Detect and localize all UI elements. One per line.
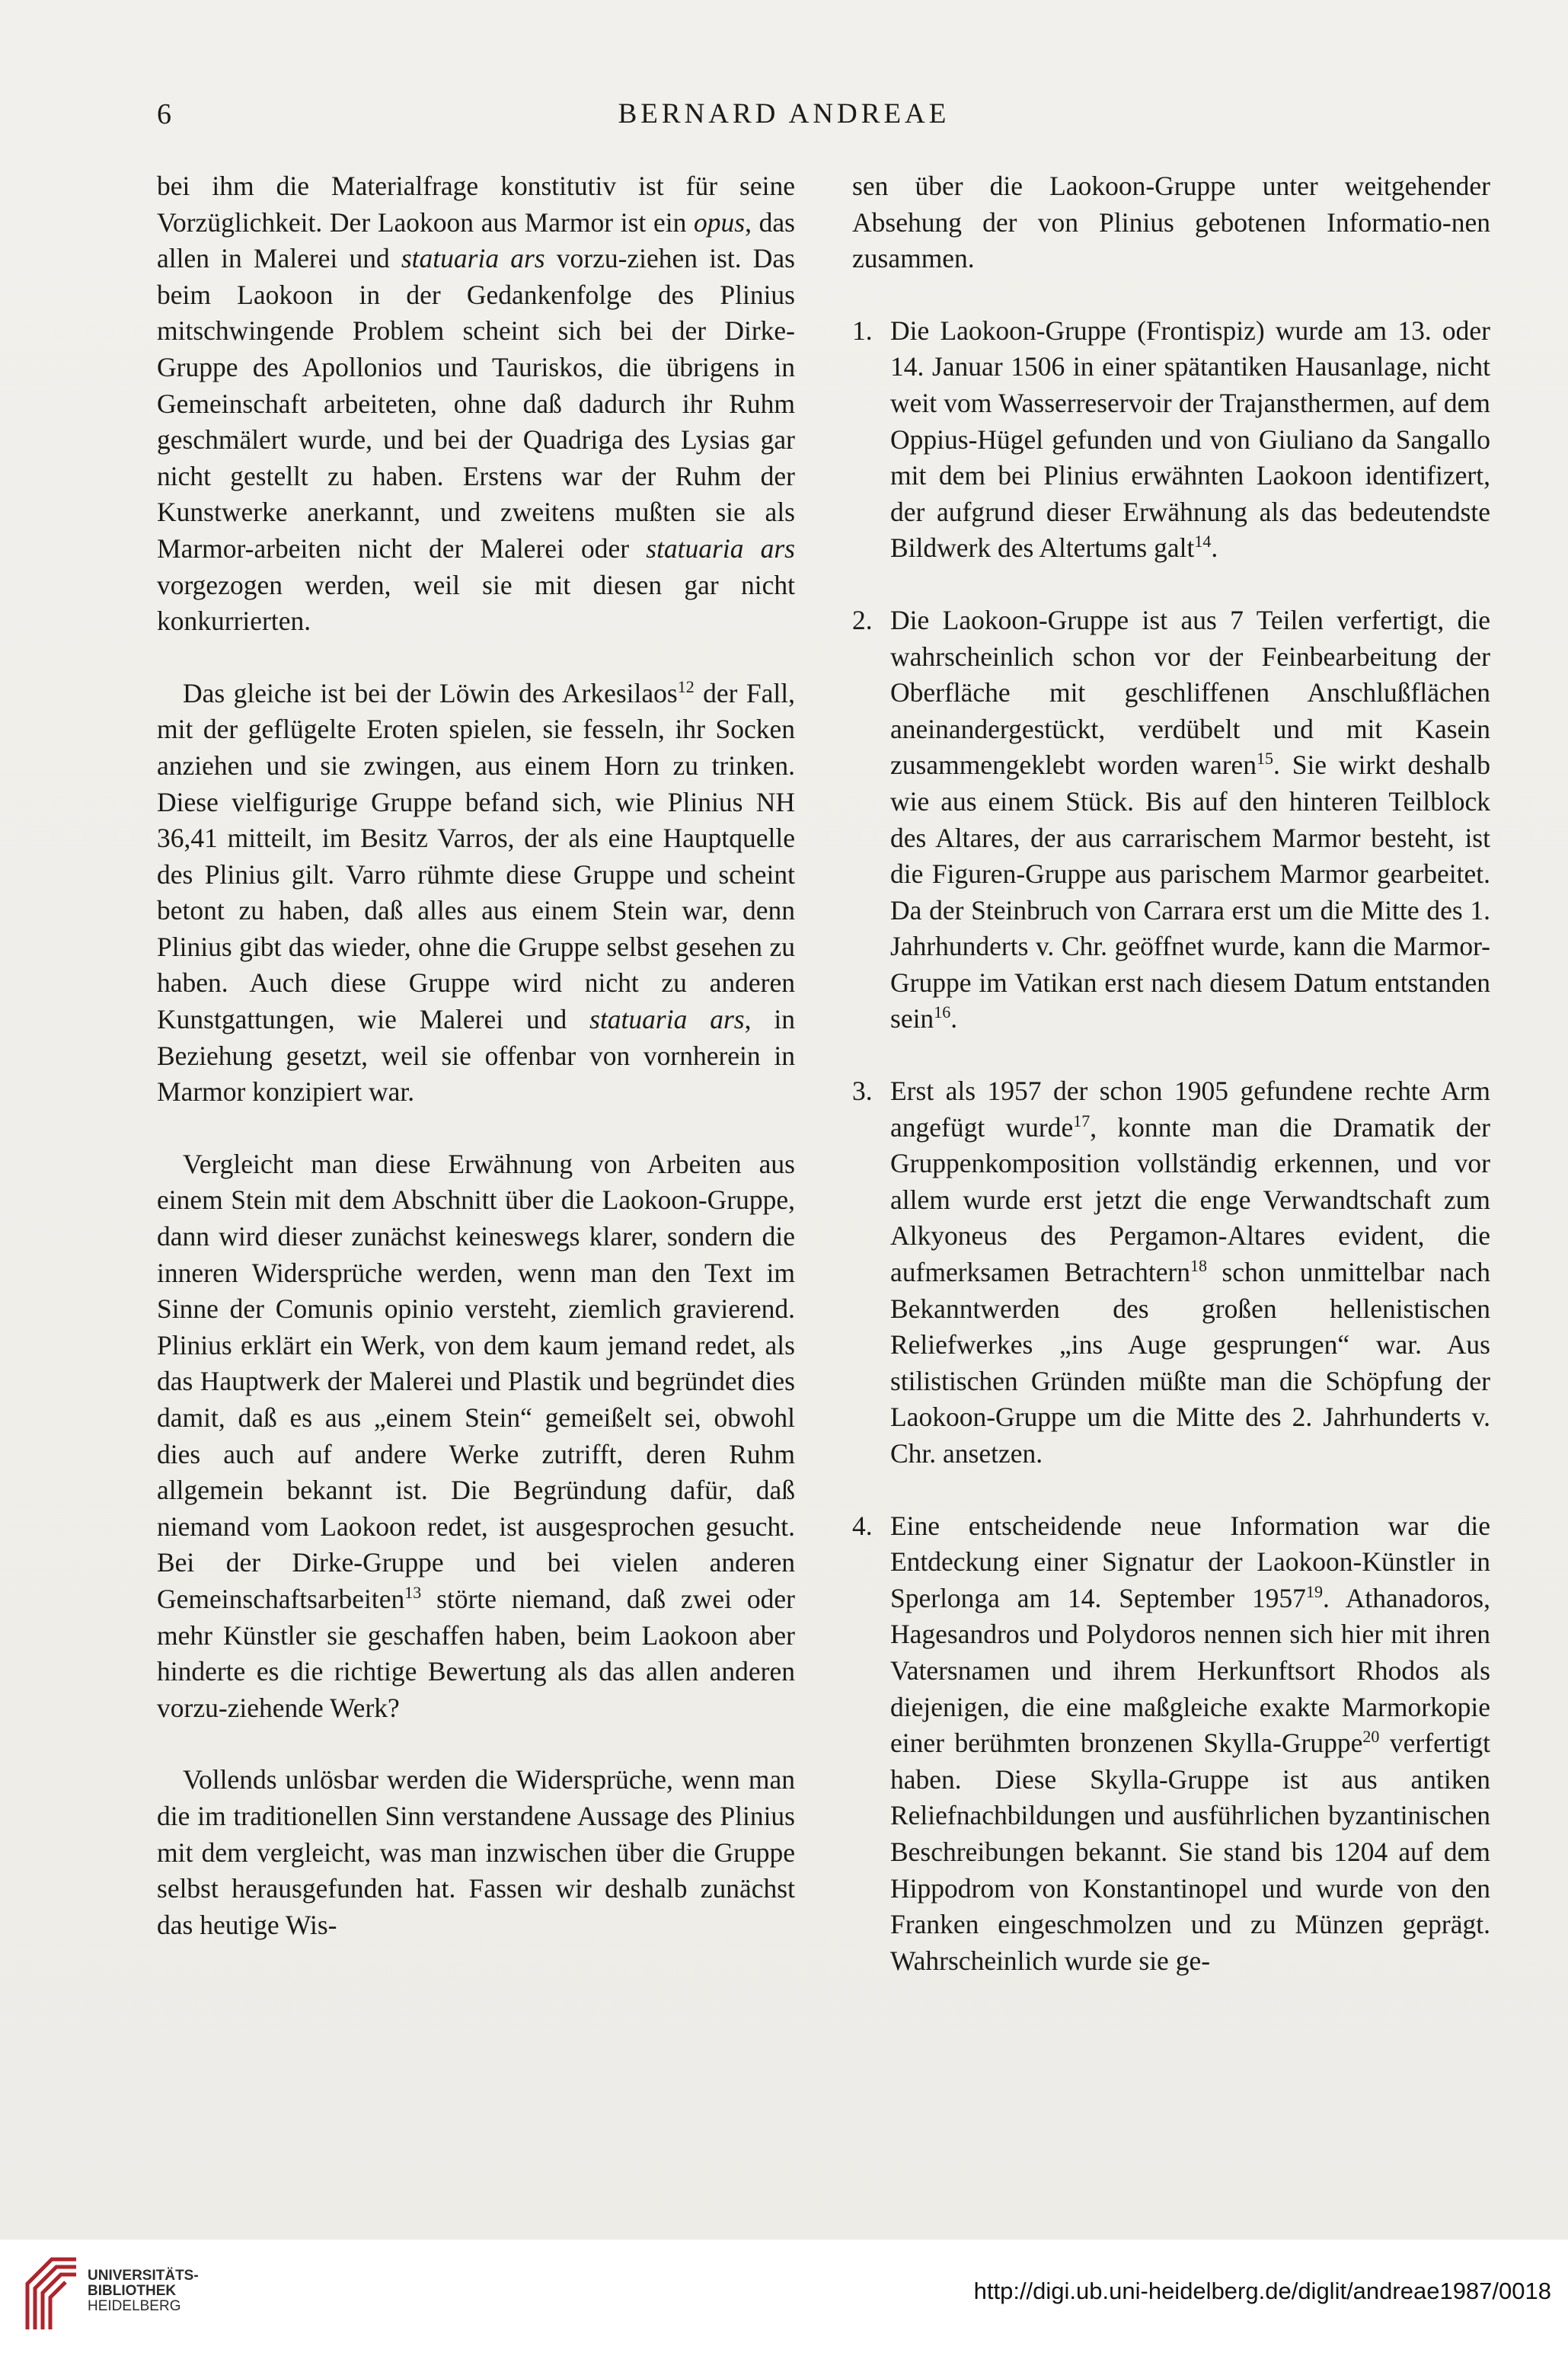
list-item: 4. Eine entscheidende neue Information war die Entdeckung einer Signatur der Laokoon-Künstler in Sperlonga am 14. September 1957$^{19}$. Athanadoros, Hagesandros und Polydoros nennen sich hier mit ihren Vatersnamen und ihrem Herkunftsort Rhodos als diejenigen, die eine maßgleiche exakte Marmorkopie einer berühmten bronzenen Skylla-Gruppe$^{20}$ verfertigt haben. Diese Skylla-Gruppe ist aus antiken Reliefnachbildungen und ausführlichen byzantinischen Beschreibungen bekannt. Sie stand bis 1204 auf dem Hippodrom von Konstantinopel und wurde von den Franken eingeschmolzen und zu Münzen geprägt. Wahrscheinlich wurde sie ge- [852, 1508, 1490, 1980]
footnote-ref[interactable]: 15 [1257, 749, 1274, 769]
footnote-ref[interactable]: 14 [1194, 532, 1212, 551]
footnote-ref[interactable]: 17 [1073, 1111, 1091, 1130]
footnote-ref[interactable]: 19 [1305, 1581, 1323, 1601]
page-number: 6 [157, 98, 172, 130]
item-number: 1. [852, 315, 873, 346]
footnote-ref[interactable]: 18 [1190, 1256, 1208, 1276]
page-header [0, 98, 1568, 143]
item-number: 4. [852, 1510, 873, 1541]
intro-paragraph: sen über die Laokoon-Gruppe unter weitgehender Absehung der von Plinius gebotenen Informatio-nen zusammen. [852, 171, 1490, 274]
item-number: 3. [852, 1076, 873, 1107]
list-item: 2. Die Laokoon-Gruppe ist aus 7 Teilen verfertigt, die wahrscheinlich schon vor der Feinbearbeitung der Oberfläche mit geschliffenen Anschlußflächen aneinandergestückt, verdübelt und mit Kasein zusammengeklebt worden waren$^{15}$. Sie wirkt deshalb wie aus einem Stück. Bis auf den hinteren Teilblock des Altares, der aus carrarischem Marmor besteht, ist die Figuren-Gruppe aus parischem Marmor gearbeitet. Da der Steinbruch von Carrara erst um die Mitte des 1. Jahrhunderts v. Chr. geöffnet wurde, kann die Marmor-Gruppe im Vatikan erst nach diesem Datum entstanden sein$^{16}$. [852, 603, 1490, 1037]
left-column [157, 168, 795, 1943]
footnote-ref[interactable]: 16 [934, 1002, 951, 1022]
paragraph-1: bei ihm die Materialfrage konstitutiv ist für seine Vorzüglichkeit. Der Laokoon aus Marmor ist ein opus, das allen in Malerei und statuaria ars vorzu-ziehen ist. Das beim Laokoon in der Gedankenfolge des Plinius mitschwingende Problem scheint sich bei der Dirke-Gruppe des Apollonios und Tauriskos, die übrigens in Gemeinschaft arbeiteten, ohne daß dadurch ihr Ruhm geschmälert wurde, und bei der Quadriga des Lysias gar nicht gestellt zu haben. Erstens war der Ruhm der Kunstwerke anerkannt, und zweitens mußten sie als Marmor-arbeiten nicht der Malerei oder statuaria ars vorgezogen werden, weil sie mit diesen gar nicht konkurrierten. [157, 171, 795, 637]
right-column [852, 168, 1490, 1979]
list-item: 3. Erst als 1957 der schon 1905 gefundene rechte Arm angefügt wurde$^{17}$, konnte man die Dramatik der Gruppenkomposition vollständig erkennen, und vor allem wurde erst jetzt die enge Verwandtschaft zum Alkyoneus des Pergamon-Altares evident, die aufmerksamen Betrachtern$^{18}$ schon unmittelbar nach Bekanntwerden des großen hellenistischen Reliefwerkes „ins Auge gesprungen“ war. Aus stilistischen Gründen müßte man die Schöpfung der Laokoon-Gruppe um die Mitte des 2. Jahrhunderts v. Chr. ansetzen. [852, 1073, 1490, 1472]
footnote-ref[interactable]: 20 [1362, 1727, 1380, 1747]
paragraph-2: Das gleiche ist bei der Löwin des Arkesilaos$^{12}$ der Fall, mit der geflügelte Eroten spielen, sie fesseln, ihr Socken anziehen und sie zwingen, aus einem Horn zu trinken. Diese vielfigurige Gruppe befand sich, wie Plinius NH 36,41 mitteilt, im Besitz Varros, der als eine Hauptquelle des Plinius gilt. Varro rühmte diese Gruppe und scheint betont zu haben, daß alles aus einem Stein war, denn Plinius gibt das wieder, ohne die Gruppe selbst gesehen zu haben. Auch diese Gruppe wird nicht zu anderen Kunstgattungen, wie Malerei und statuaria ars, in Beziehung gesetzt, weil sie offenbar von vornherein in Marmor konzipiert war. [157, 676, 795, 1108]
library-footer [0, 2240, 1568, 2353]
paragraph-3: Vergleicht man diese Erwähnung von Arbeiten aus einem Stein mit dem Abschnitt über die Laokoon-Gruppe, dann wird dieser zunächst keineswegs klarer, sondern die inneren Widersprüche werden, wenn man den Text im Sinne der Comunis opinio versteht, ziemlich gravierend. Plinius erklärt ein Werk, von dem kaum jemand redet, als das Hauptwerk der Malerei und Plastik und begründet dies damit, daß es aus „einem Stein“ gemeißelt sei, obwohl dies auch auf andere Werke zutrifft, deren Ruhm allgemein bekannt ist. Die Begründung dafür, daß niemand vom Laokoon redet, ist ausgesprochen gesucht. Bei der Dirke-Gruppe und bei vielen anderen Gemeinschaftsarbeiten$^{13}$ störte niemand, daß zwei oder mehr Künstler sie geschaffen haben, beim Laokoon aber hinderte es die richtige Bewertung als das allen anderen vorzu-ziehende Werk? [157, 1148, 795, 1723]
list-item: 1. Die Laokoon-Gruppe (Frontispiz) wurde am 13. oder 14. Januar 1506 in einer spätantiken Hausanlage, nicht weit vom Wasserreservoir der Trajansthermen, auf dem Oppius-Hügel gefunden und von Giuliano da Sangallo mit dem bei Plinius erwähnten Laokoon identifizert, der aufgrund dieser Erwähnung als das bedeutendste Bildwerk des Altertums galt$^{14}$. [852, 313, 1490, 567]
footnote-ref[interactable]: 12 [677, 676, 695, 696]
running-head: BERNARD ANDREAE [618, 98, 950, 129]
item-number: 2. [852, 604, 873, 635]
library-logo-icon [21, 2253, 82, 2337]
paragraph-4: Vollends unlösbar werden die Widersprüche, wenn man die im traditionellen Sinn verstandene Aussage des Plinius mit dem vergleicht, was man inzwischen über die Gruppe selbst herausgefunden hat. Fassen wir deshalb zunächst das heutige Wis- [157, 1764, 795, 1940]
footnote-ref[interactable]: 13 [404, 1583, 422, 1603]
source-url-link[interactable]: http://digi.ub.uni-heidelberg.de/diglit/andreae1987/0018 [973, 2278, 1551, 2304]
library-name: UNIVERSITÄTS- BIBLIOTHEK HEIDELBERG [88, 2268, 199, 2314]
